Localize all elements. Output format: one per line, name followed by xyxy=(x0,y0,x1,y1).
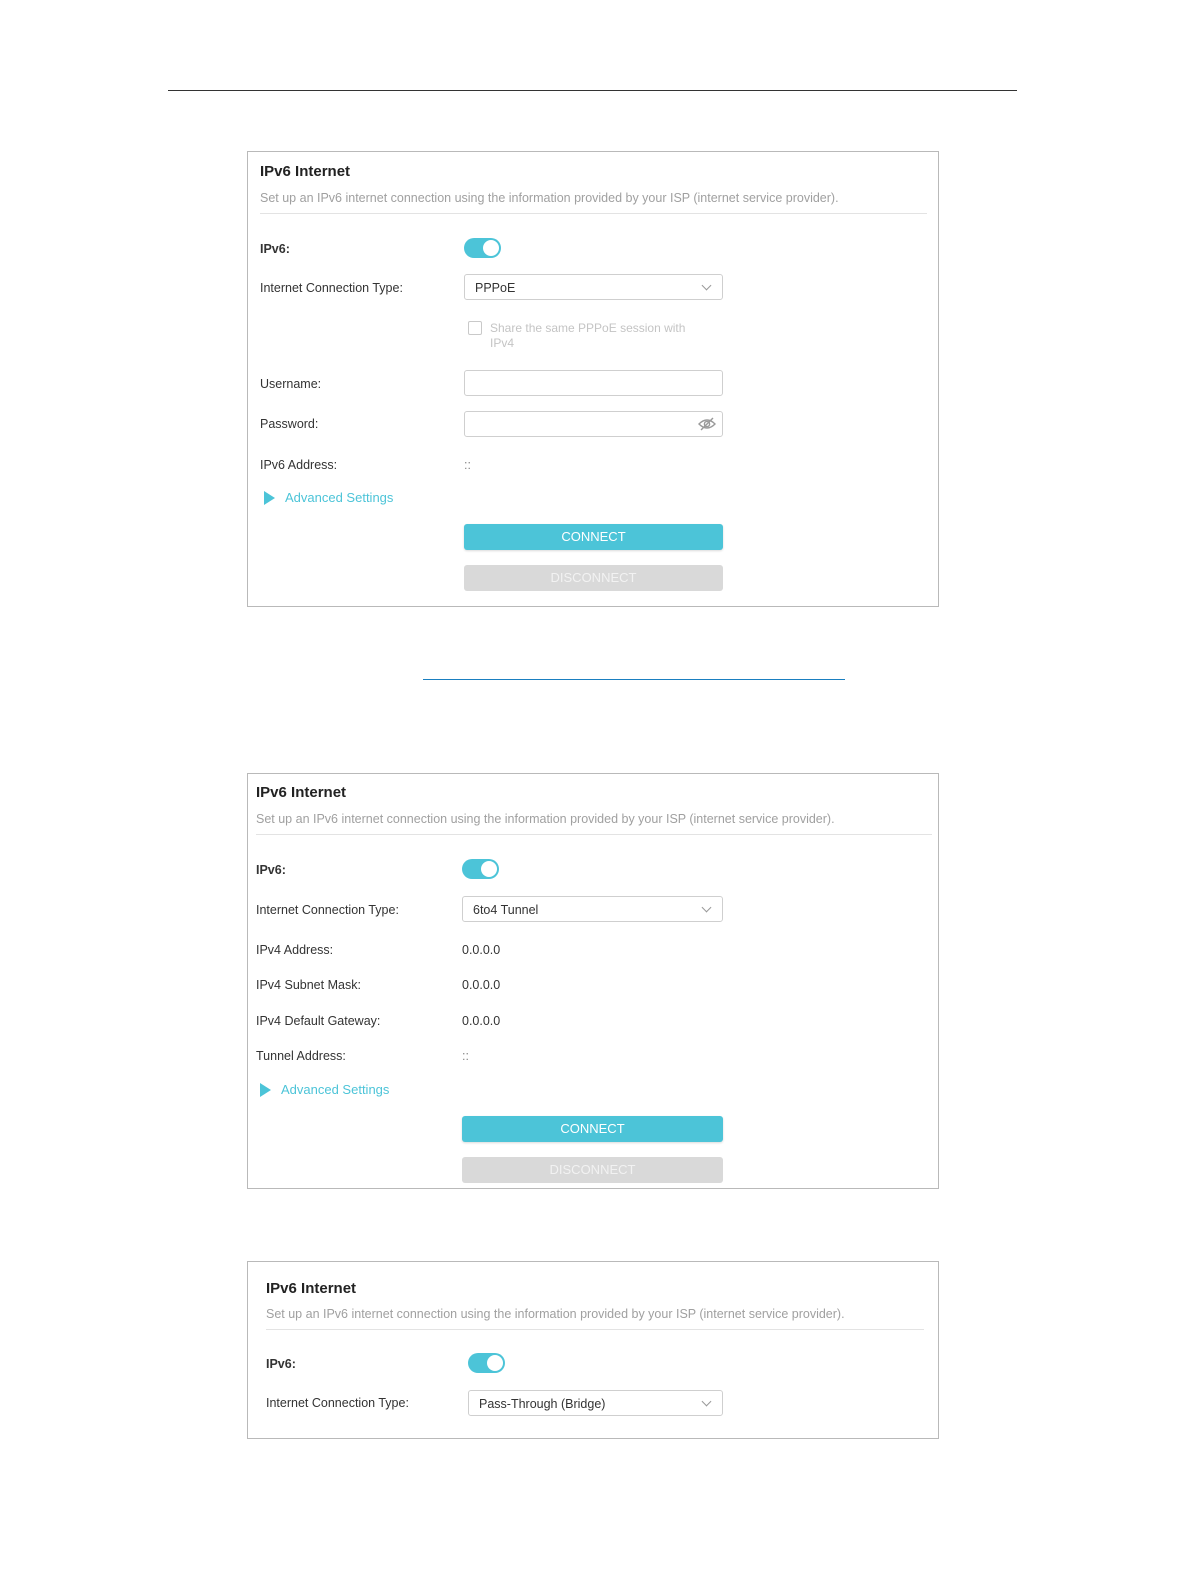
panel-subtitle: Set up an IPv6 internet connection using the information provided by your ISP (internet service provider). xyxy=(256,812,835,826)
panel-subtitle: Set up an IPv6 internet connection using the information provided by your ISP (internet service provider). xyxy=(260,191,839,205)
connection-type-value: Pass-Through (Bridge) xyxy=(479,1397,606,1411)
password-label: Password: xyxy=(260,417,319,431)
ipv6-panel-6to4 xyxy=(247,773,939,1189)
connection-type-select[interactable] xyxy=(462,896,723,922)
chevron-down-icon xyxy=(702,1397,712,1407)
link-underline-rule xyxy=(423,679,845,680)
share-session-label: Share the same PPPoE session with IPv4 xyxy=(490,321,686,350)
advanced-settings-toggle[interactable] xyxy=(260,1082,389,1097)
ipv4-gateway-label: IPv4 Default Gateway: xyxy=(256,1014,381,1028)
panel-subtitle: Set up an IPv6 internet connection using the information provided by your ISP (internet service provider). xyxy=(266,1307,845,1321)
ipv4-subnet-mask-value: 0.0.0.0 xyxy=(462,978,501,992)
share-session-checkbox[interactable] xyxy=(468,321,482,335)
connect-button[interactable]: CONNECT xyxy=(464,524,723,550)
connection-type-value: 6to4 Tunnel xyxy=(473,903,539,917)
username-field[interactable] xyxy=(464,370,723,396)
chevron-down-icon xyxy=(702,903,712,913)
disconnect-button[interactable]: DISCONNECT xyxy=(464,565,723,591)
connection-type-label: Internet Connection Type: xyxy=(256,903,399,917)
expand-triangle-icon xyxy=(264,491,275,505)
ipv6-address-value: :: xyxy=(464,458,471,472)
ipv6-panel-pppoe xyxy=(247,151,939,607)
connection-type-select[interactable] xyxy=(468,1390,723,1416)
panel-title: IPv6 Internet xyxy=(260,163,351,180)
page-header-rule xyxy=(168,90,1017,91)
disconnect-button[interactable]: DISCONNECT xyxy=(462,1157,723,1183)
panel-divider xyxy=(266,1329,924,1330)
chevron-down-icon xyxy=(702,281,712,291)
ipv6-toggle[interactable] xyxy=(462,859,499,879)
ipv6-label: IPv6: xyxy=(260,242,290,256)
ipv6-address-label: IPv6 Address: xyxy=(260,458,338,472)
expand-triangle-icon xyxy=(260,1083,271,1097)
toggle-knob xyxy=(483,240,499,256)
panel-divider xyxy=(256,834,932,835)
connection-type-select[interactable] xyxy=(464,274,723,300)
connection-type-value: PPPoE xyxy=(475,281,516,295)
panel-title: IPv6 Internet xyxy=(256,784,347,801)
ipv4-subnet-mask-label: IPv4 Subnet Mask: xyxy=(256,978,361,992)
ipv6-panel-bridge xyxy=(247,1261,939,1439)
ipv4-address-value: 0.0.0.0 xyxy=(462,943,501,957)
password-field[interactable] xyxy=(464,411,723,437)
connect-button[interactable]: CONNECT xyxy=(462,1116,723,1142)
panel-divider xyxy=(260,213,927,214)
ipv6-label: IPv6: xyxy=(256,863,286,877)
connection-type-label: Internet Connection Type: xyxy=(266,1396,409,1410)
toggle-knob xyxy=(487,1355,503,1371)
panel-title: IPv6 Internet xyxy=(266,1280,357,1297)
tunnel-address-label: Tunnel Address: xyxy=(256,1049,346,1063)
ipv4-gateway-value: 0.0.0.0 xyxy=(462,1014,501,1028)
toggle-knob xyxy=(481,861,497,877)
advanced-settings-toggle[interactable] xyxy=(264,490,393,505)
connection-type-label: Internet Connection Type: xyxy=(260,281,403,295)
ipv6-label: IPv6: xyxy=(266,1357,296,1371)
tunnel-address-value: :: xyxy=(462,1049,469,1063)
advanced-settings-label: Advanced Settings xyxy=(281,1082,390,1097)
ipv6-toggle[interactable] xyxy=(468,1353,505,1373)
eye-off-icon[interactable] xyxy=(698,416,716,432)
advanced-settings-label: Advanced Settings xyxy=(285,490,394,505)
ipv4-address-label: IPv4 Address: xyxy=(256,943,334,957)
ipv6-toggle[interactable] xyxy=(464,238,501,258)
username-label: Username: xyxy=(260,377,322,391)
